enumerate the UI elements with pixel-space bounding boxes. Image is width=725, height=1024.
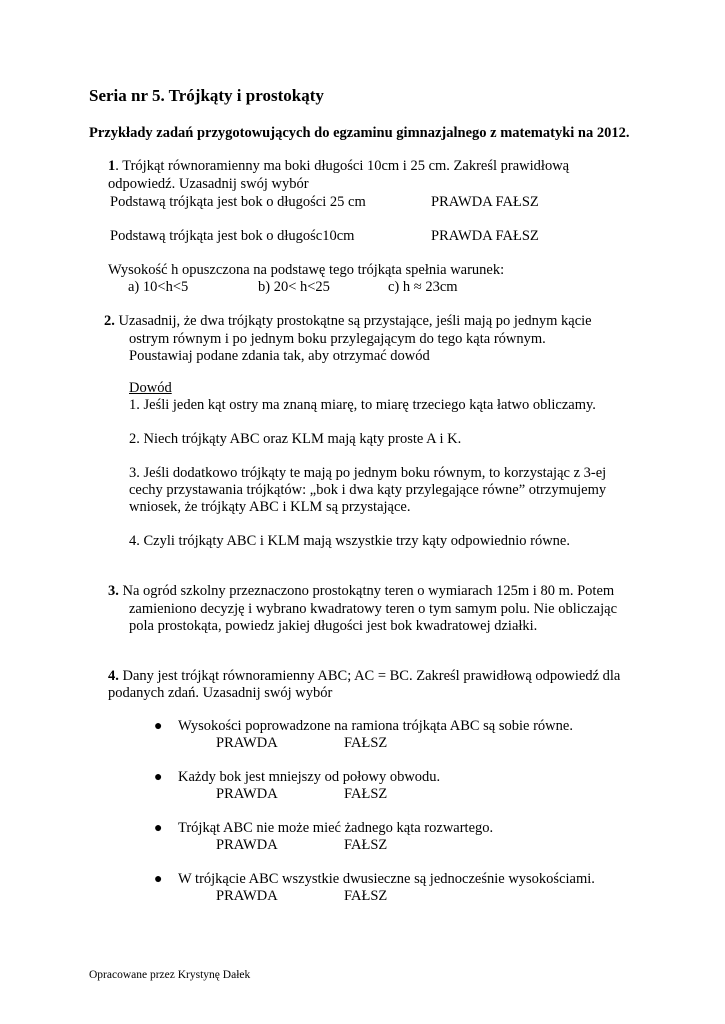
task1-height-condition: Wysokość h opuszczona na podstawę tego trójkąta spełnia warunek: [108,262,505,278]
task4-number: 4. [108,668,119,684]
proof-step-3-line2: cechy przystawania trójkątów: „bok i dwa kąty przylegające równe” otrzymujemy [129,482,607,498]
task4-item-2-true[interactable]: PRAWDA [216,786,278,802]
proof-step-4[interactable]: 4. Czyli trójkąty ABC i KLM mają wszystkie trzy kąty odpowiednio równe. [129,533,570,549]
bullet-icon: ● [154,872,163,887]
bullet-icon: ● [154,821,163,836]
task1-line1 [108,158,569,175]
proof-step-3-line1[interactable]: 3. Jeśli dodatkowo trójkąty te mają po jednym boku równym, to korzystając z 3-ej [129,465,607,481]
task1-statement1-options[interactable]: PRAWDA FAŁSZ [431,194,539,210]
task4-item-1: Wysokości poprowadzone na ramiona trójkąta ABC są sobie równe. [178,718,573,734]
task4-item-2: Każdy bok jest mniejszy od połowy obwodu. [178,769,441,785]
proof-step-3-line3: wniosek, że trójkąty ABC i KLM są przystające. [129,499,411,515]
task2-line1 [104,313,592,330]
task1-option-b[interactable]: b) 20< h<25 [258,279,330,295]
task4-item-4-true[interactable]: PRAWDA [216,888,278,904]
task1-statement1: Podstawą trójkąta jest bok o długości 25 cm [110,194,366,210]
task1-line2: odpowiedź. Uzasadnij swój wybór [108,176,309,192]
task4-item-4: W trójkącie ABC wszystkie dwusieczne są jednocześnie wysokościami. [178,871,595,887]
task4-item-3-false[interactable]: FAŁSZ [344,837,388,853]
task2-text: Uzasadnij, że dwa trójkąty prostokątne są przystające, jeśli mają po jednym kącie [114,313,592,329]
proof-step-1[interactable]: 1. Jeśli jeden kąt ostry ma znaną miarę, to miarę trzeciego kąta łatwo obliczamy. [129,397,596,413]
task1-statement2-options[interactable]: PRAWDA FAŁSZ [431,228,539,244]
task1-option-c[interactable]: c) h ≈ 23cm [388,279,458,295]
task2-line3: Poustawiaj podane zdania tak, aby otrzymać dowód [129,348,430,364]
task1-number: 1 [108,158,116,174]
proof-heading: Dowód [129,380,172,396]
task2-line2: ostrym równym i po jednym boku przylegającym do tego kąta równym. [129,331,546,347]
task1-option-a[interactable]: a) 10<h<5 [128,279,189,295]
task4-item-4-false[interactable]: FAŁSZ [344,888,388,904]
page-footer: Opracowane przez Krystynę Dałek [89,969,251,981]
task2-number: 2. [104,313,115,329]
task4-item-2-false[interactable]: FAŁSZ [344,786,388,802]
page-title: Seria nr 5. Trójkąty i prostokąty [89,86,324,105]
page-subtitle: Przykłady zadań przygotowujących do egzaminu gimnazjalnego z matematyki na 2012. [89,125,630,141]
task4-item-1-true[interactable]: PRAWDA [216,735,278,751]
task3-line1 [108,583,614,600]
task4-item-3: Trójkąt ABC nie może mieć żadnego kąta rozwartego. [178,820,494,836]
task4-item-3-true[interactable]: PRAWDA [216,837,278,853]
task4-line2: podanych zdań. Uzasadnij swój wybór [108,685,333,701]
proof-step-2[interactable]: 2. Niech trójkąty ABC oraz KLM mają kąty proste A i K. [129,431,462,447]
bullet-icon: ● [154,770,163,785]
task3-line2: zamieniono decyzję i wybrano kwadratowy teren o tym samym polu. Nie obliczając [129,601,618,617]
task1-text: . Trójkąt równoramienny ma boki długości 10cm i 25 cm. Zakreśl prawidłową [115,158,570,174]
task3-text: Na ogród szkolny przeznaczono prostokątny teren o wymiarach 125m i 80 m. Potem [118,583,615,599]
task4-item-1-false[interactable]: FAŁSZ [344,735,388,751]
task3-line3: pola prostokąta, powiedz jakiej długości jest bok kwadratowej działki. [129,618,538,634]
task4-text: Dany jest trójkąt równoramienny ABC; AC = BC. Zakreśl prawidłową odpowiedź dla [118,668,621,684]
task3-number: 3. [108,583,119,599]
bullet-icon: ● [154,719,163,734]
task4-line1 [108,668,620,685]
task1-statement2: Podstawą trójkąta jest bok o długośc10cm [110,228,355,244]
